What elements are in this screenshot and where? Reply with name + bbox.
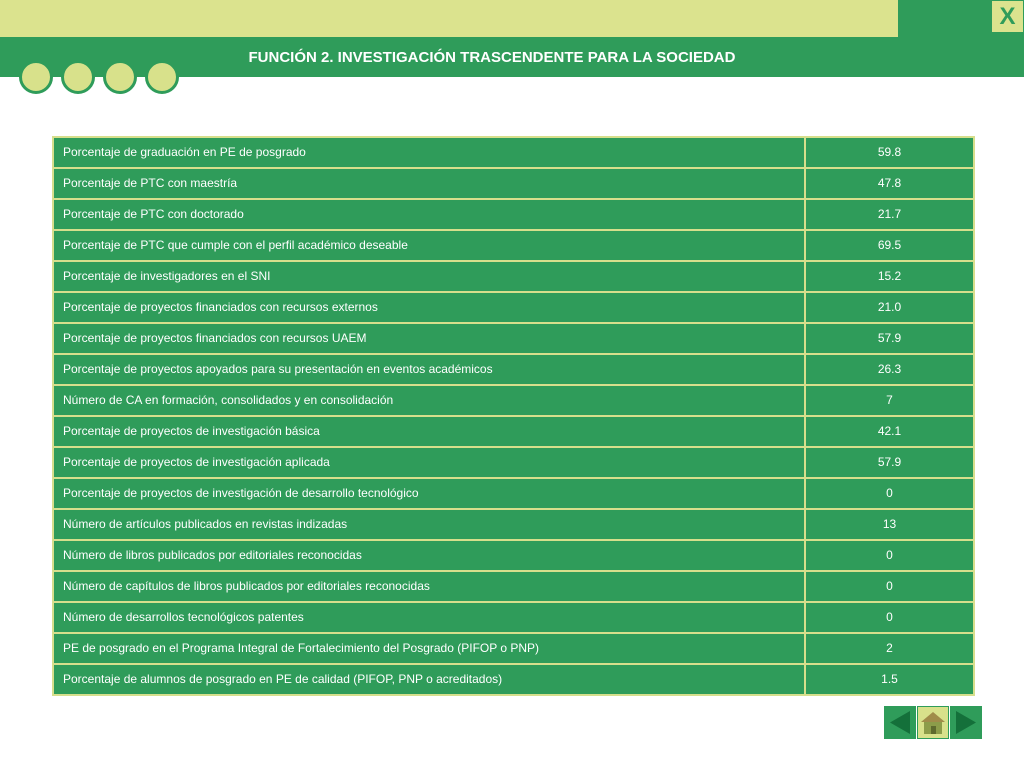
decor-circle bbox=[19, 60, 53, 94]
decor-circle bbox=[103, 60, 137, 94]
row-label: Porcentaje de proyectos de investigación básica bbox=[54, 417, 804, 446]
row-value: 21.0 bbox=[806, 293, 973, 322]
row-value: 47.8 bbox=[806, 169, 973, 198]
indicators-table bbox=[52, 136, 975, 696]
row-value: 0 bbox=[806, 479, 973, 508]
row-label: Porcentaje de proyectos apoyados para su presentación en eventos académicos bbox=[54, 355, 804, 384]
row-value: 21.7 bbox=[806, 200, 973, 229]
table-row bbox=[54, 510, 973, 539]
row-label: Porcentaje de PTC que cumple con el perfil académico deseable bbox=[54, 231, 804, 260]
table-row bbox=[54, 448, 973, 477]
table-row bbox=[54, 386, 973, 415]
row-label: PE de posgrado en el Programa Integral de Fortalecimiento del Posgrado (PIFOP o PNP) bbox=[54, 634, 804, 663]
table-row bbox=[54, 603, 973, 632]
row-value: 0 bbox=[806, 541, 973, 570]
row-label: Porcentaje de alumnos de posgrado en PE de calidad (PIFOP, PNP o acreditados) bbox=[54, 665, 804, 694]
row-value: 59.8 bbox=[806, 138, 973, 167]
table-row bbox=[54, 355, 973, 384]
row-label: Número de artículos publicados en revistas indizadas bbox=[54, 510, 804, 539]
table-row bbox=[54, 634, 973, 663]
decor-circle bbox=[61, 60, 95, 94]
row-value: 2 bbox=[806, 634, 973, 663]
table-row bbox=[54, 479, 973, 508]
row-label: Número de CA en formación, consolidados y en consolidación bbox=[54, 386, 804, 415]
top-bar bbox=[0, 0, 898, 37]
row-value: 15.2 bbox=[806, 262, 973, 291]
table-row bbox=[54, 262, 973, 291]
home-button[interactable] bbox=[917, 706, 949, 739]
row-value: 26.3 bbox=[806, 355, 973, 384]
row-value: 1.5 bbox=[806, 665, 973, 694]
row-value: 69.5 bbox=[806, 231, 973, 260]
page-title: FUNCIÓN 2. INVESTIGACIÓN TRASCENDENTE PARA LA SOCIEDAD bbox=[248, 49, 736, 66]
row-value: 0 bbox=[806, 603, 973, 632]
decor-circle bbox=[145, 60, 179, 94]
table-row bbox=[54, 231, 973, 260]
row-value: 13 bbox=[806, 510, 973, 539]
row-label: Número de libros publicados por editoriales reconocidas bbox=[54, 541, 804, 570]
table-row bbox=[54, 138, 973, 167]
row-label: Número de capítulos de libros publicados por editoriales reconocidas bbox=[54, 572, 804, 601]
table-row bbox=[54, 541, 973, 570]
row-value: 0 bbox=[806, 572, 973, 601]
next-slide-button[interactable] bbox=[950, 706, 982, 739]
row-label: Porcentaje de investigadores en el SNI bbox=[54, 262, 804, 291]
table-row bbox=[54, 324, 973, 353]
table-row bbox=[54, 572, 973, 601]
table-row bbox=[54, 169, 973, 198]
arrow-right-icon bbox=[951, 707, 981, 738]
row-label: Porcentaje de proyectos de investigación de desarrollo tecnológico bbox=[54, 479, 804, 508]
table-row bbox=[54, 200, 973, 229]
arrow-left-icon bbox=[885, 707, 915, 738]
row-label: Porcentaje de proyectos financiados con recursos externos bbox=[54, 293, 804, 322]
table-row bbox=[54, 417, 973, 446]
table-row bbox=[54, 293, 973, 322]
row-label: Porcentaje de PTC con maestría bbox=[54, 169, 804, 198]
row-label: Número de desarrollos tecnológicos patentes bbox=[54, 603, 804, 632]
table-row bbox=[54, 665, 973, 694]
prev-slide-button[interactable] bbox=[884, 706, 916, 739]
close-button[interactable]: X bbox=[992, 1, 1023, 32]
row-value: 42.1 bbox=[806, 417, 973, 446]
row-label: Porcentaje de graduación en PE de posgrado bbox=[54, 138, 804, 167]
row-value: 7 bbox=[806, 386, 973, 415]
row-label: Porcentaje de proyectos de investigación aplicada bbox=[54, 448, 804, 477]
row-label: Porcentaje de proyectos financiados con recursos UAEM bbox=[54, 324, 804, 353]
row-value: 57.9 bbox=[806, 448, 973, 477]
row-value: 57.9 bbox=[806, 324, 973, 353]
home-icon bbox=[918, 707, 948, 738]
row-label: Porcentaje de PTC con doctorado bbox=[54, 200, 804, 229]
